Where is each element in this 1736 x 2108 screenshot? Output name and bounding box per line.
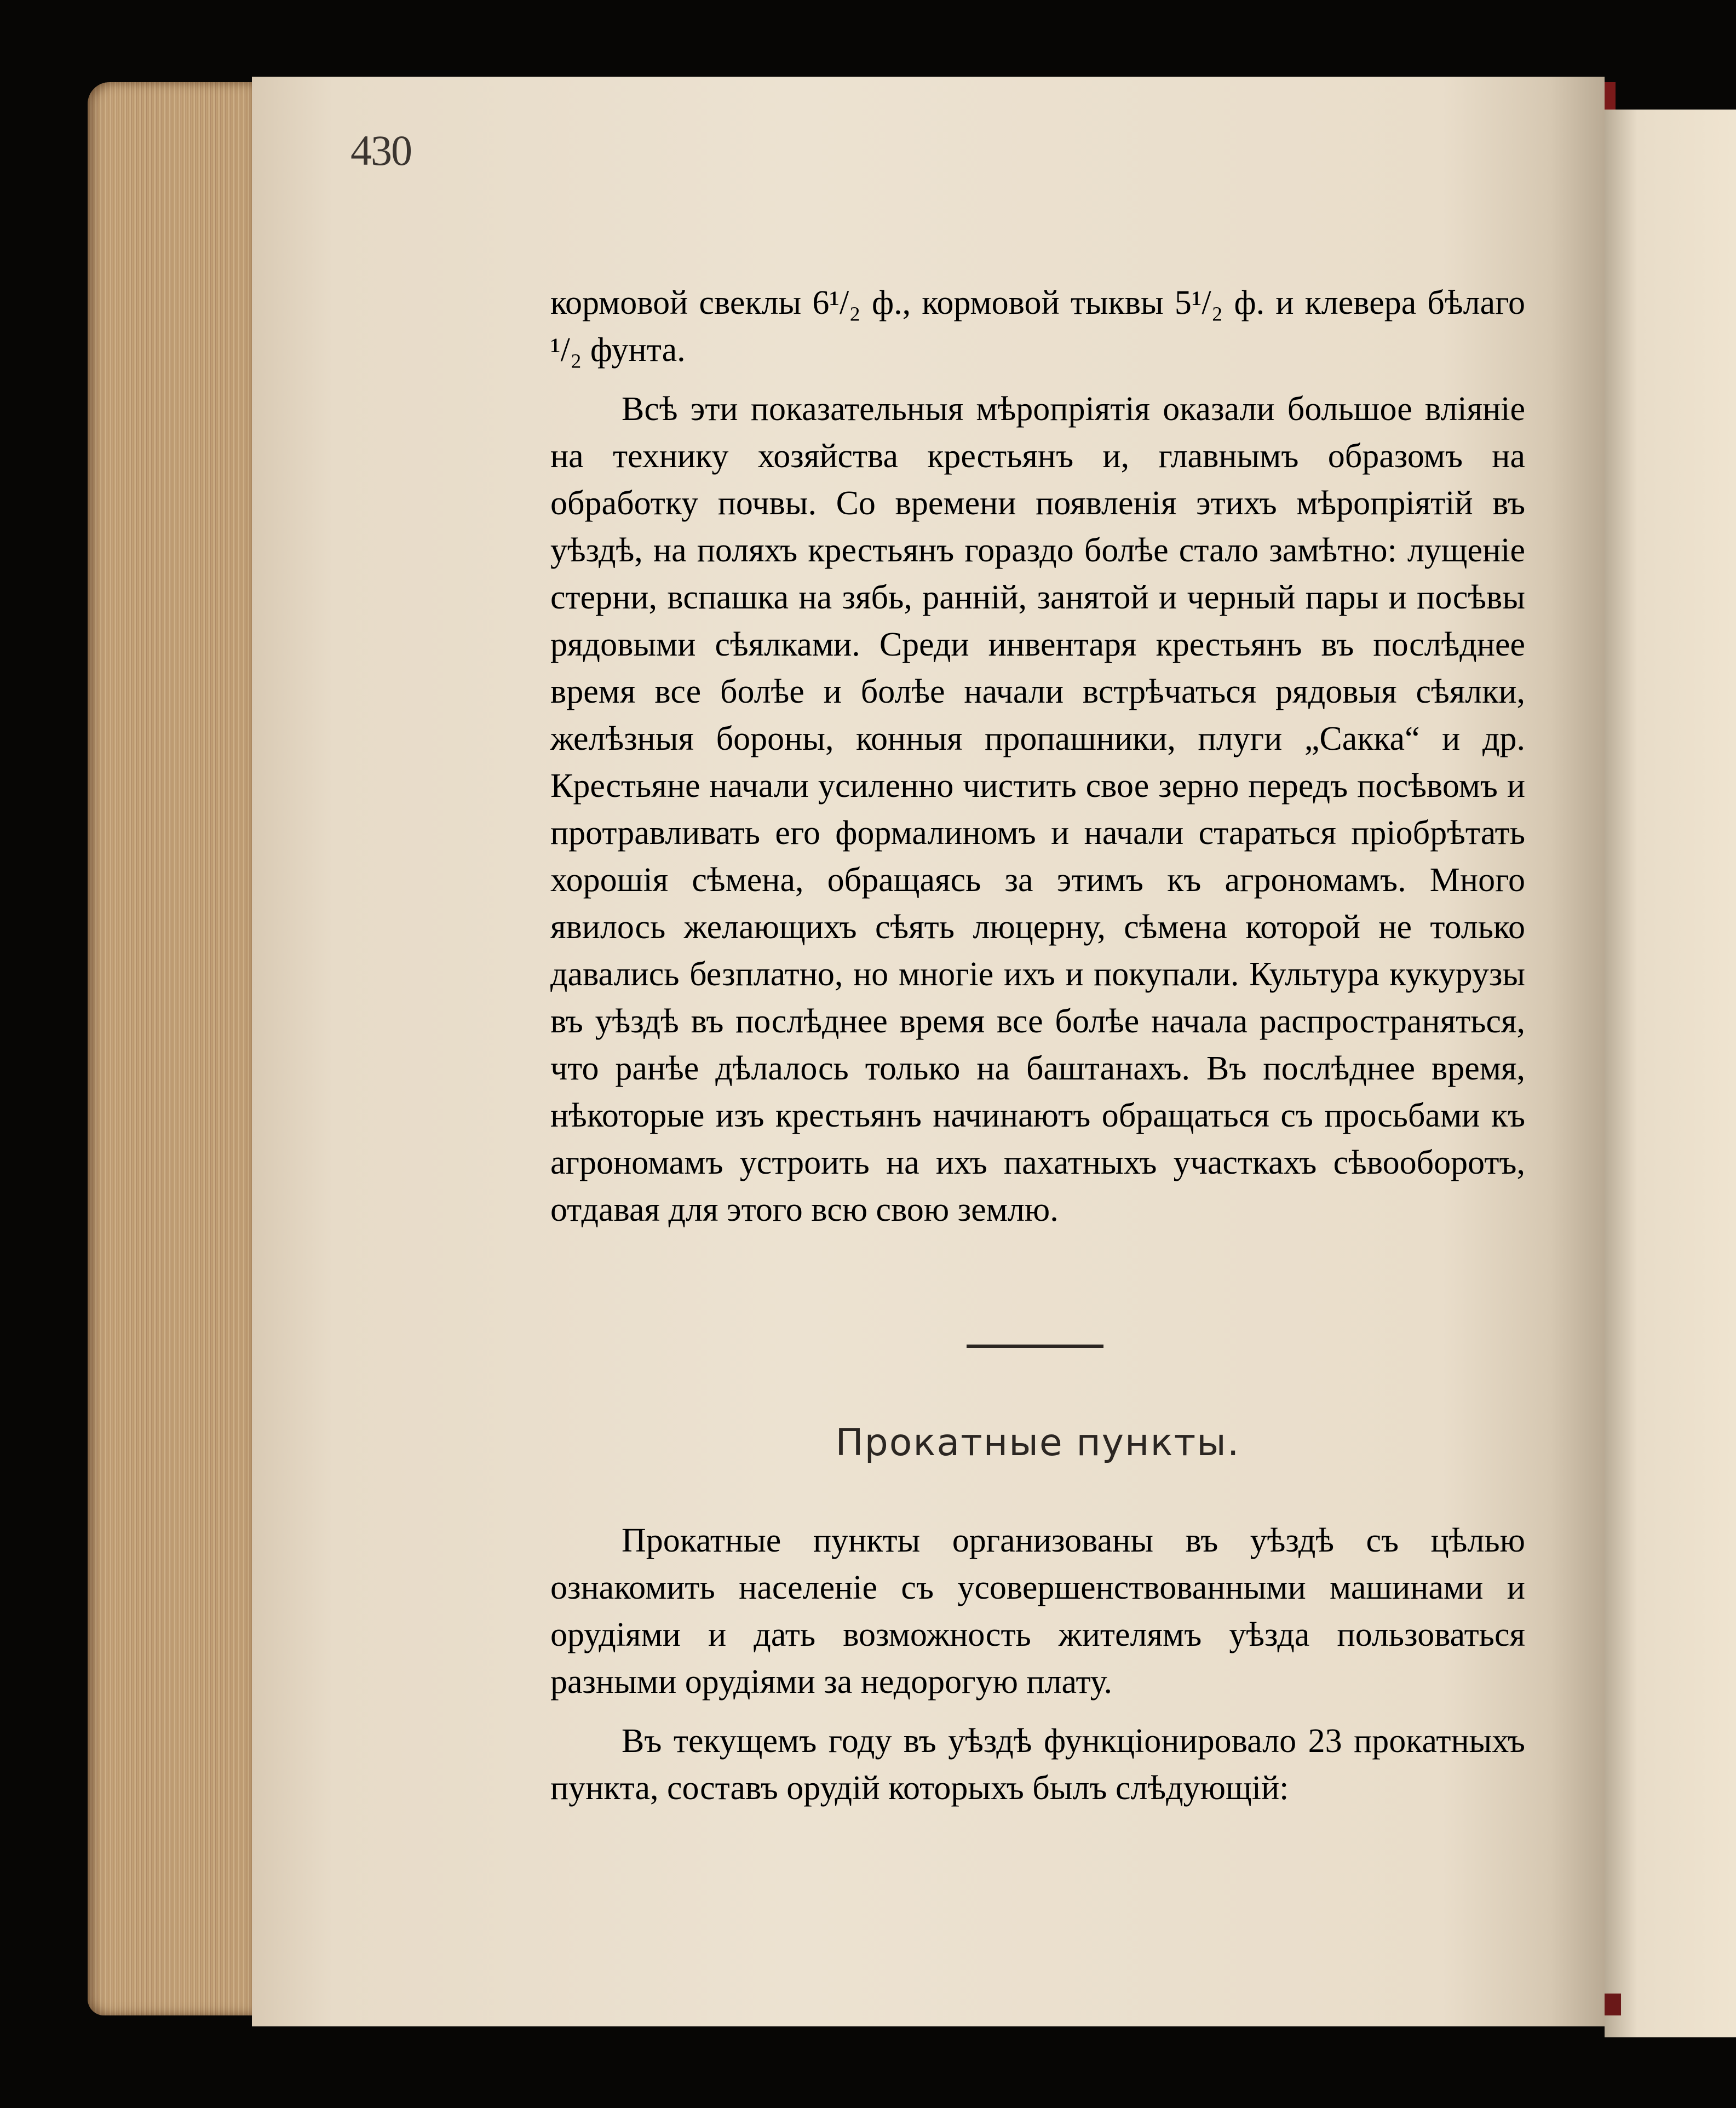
paragraph-2: Всѣ эти показательныя мѣропріятія оказали большое вліяніе на технику хозяйства крестьянъ и, главнымъ образомъ на обработку почвы. Со времени появленія этихъ мѣропріятій въ уѣздѣ, на поляхъ крестьянъ гораздо болѣе стало замѣтно: лущеніе стерни, вспашка на зябь, ранній, занятой и черный пары и посѣвы рядовыми сѣялками. Среди инвентаря крестьянъ въ послѣднее время все болѣе и болѣе начали встрѣчаться рядовыя сѣялки, желѣзныя бороны, конныя пропашники, плуги „Сакка“ и др. Крестьяне начали усиленно чистить свое зерно передъ посѣвомъ и протравливать его формалиномъ и начали стараться пріобрѣтать хорошія сѣмена, обращаясь за этимъ къ агрономамъ. Много явилось желающихъ сѣять люцерну, сѣмена которой не только давались безплатно, но многіе ихъ и покупали. Культура кукурузы въ уѣздѣ въ послѣднее время все болѣе начала распространяться, что ранѣе дѣлалось только на баштанахъ. Въ послѣднее время, нѣкоторые изъ крестьянъ начинаютъ обращаться съ просьбами къ агрономамъ устроить на ихъ пахатныхъ участкахъ сѣвооборотъ, отдавая для этого всю свою землю. — [550, 390, 1525, 1228]
section-divider — [967, 1345, 1103, 1348]
section-heading: Прокатные пункты. — [835, 1421, 1240, 1464]
main-text — [550, 279, 1525, 1233]
book-page-edges — [88, 82, 252, 2015]
section-text — [550, 1517, 1525, 1812]
paragraph-1: кормовой свеклы 6¹/₂ ф., кормовой тыквы 5¹/₂ ф. и клевера бѣлаго ¹/₂ фунта. — [550, 284, 1525, 369]
facing-page-edge — [1605, 110, 1736, 2037]
section-paragraph-1: Прокатные пункты организованы въ уѣздѣ съ цѣлью ознакомить населеніе съ усовершенствованными машинами и орудіями и дать возможность жителямъ уѣзда пользоваться разными орудіями за недорогую плату. — [550, 1522, 1525, 1701]
page-number: 430 — [350, 127, 411, 174]
section-paragraph-2: Въ текущемъ году въ уѣздѣ функціонировало 23 прокатныхъ пункта, составъ орудій которыхъ былъ слѣдующій: — [550, 1722, 1525, 1807]
